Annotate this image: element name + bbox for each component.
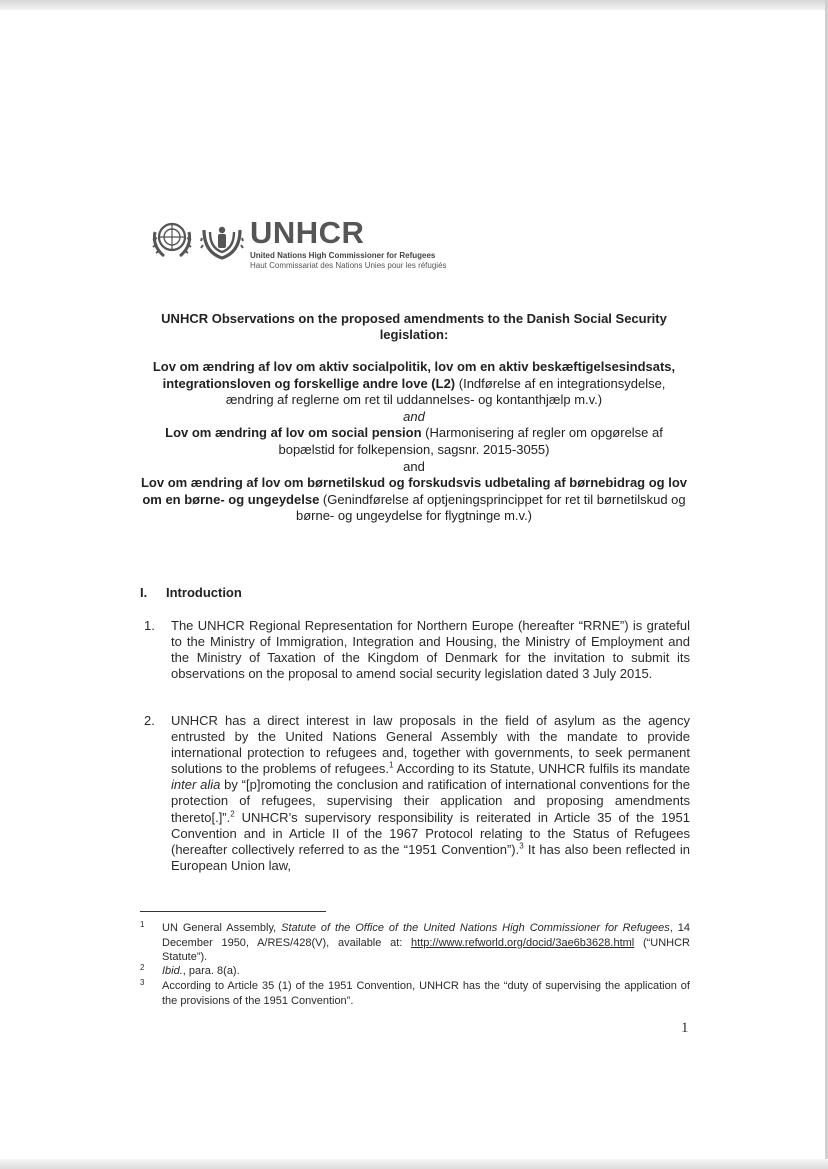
paragraph-2-italic: inter alia <box>171 777 221 793</box>
paragraph-1 <box>144 618 690 682</box>
refworld-link[interactable]: http://www.refworld.org/docid/3ae6b3628.html <box>411 936 635 949</box>
footnote-1-text <box>162 921 690 965</box>
footnote-1-post: , 14 December 1950, A/RES/428(V), available at: <box>162 922 690 949</box>
footnote-2 <box>140 964 690 979</box>
paragraph-2-number: 2. <box>144 713 155 728</box>
footnote-2-mark: 2 <box>140 963 145 972</box>
paragraph-2-part-4: UNHCR’s supervisory responsibility is reiterated in Article 35 of the 1951 Convention and in Article II of the 1967 Protocol relating to the Status of Refugees (hereafter collectively referred to as the “1951 Convention”). <box>171 809 690 857</box>
footnote-2-post: , para. 8(a). <box>182 965 240 977</box>
law-separator-and: and <box>403 458 425 474</box>
section-number: I. <box>140 585 148 600</box>
paragraph-1-number: 1. <box>144 618 155 633</box>
scan-edge-top <box>0 0 828 10</box>
section-heading <box>140 585 242 600</box>
document-title: UNHCR Observations on the proposed amendments to the Danish Social Security legislation: <box>161 311 667 342</box>
law-1 <box>140 359 688 409</box>
footnote-ref-1[interactable]: 1 <box>388 760 394 770</box>
law-3 <box>140 475 688 525</box>
law-2-title: Lov om ændring af lov om social pension <box>165 425 422 441</box>
footnote-1-italic: Statute of the Office of the United Nations High Commissioner for Refugees <box>281 922 670 934</box>
footnote-2-italic: Ibid. <box>162 965 183 977</box>
footnote-1-pre: UN General Assembly, <box>162 922 282 934</box>
unhcr-hands-emblem-icon <box>200 218 244 262</box>
law-1-title: Lov om ændring af lov om aktiv socialpolitik, lov om en aktiv beskæftigelsesindsats, integrationsloven og forskellige andre love (L2) <box>152 359 676 391</box>
footnote-3-text: According to Article 35 (1) of the 1951 Convention, UNHCR has the “duty of supervising the application of the provisions of the 1951 Convention”. <box>162 980 690 1007</box>
paragraph-2 <box>144 713 690 874</box>
scan-edge-bottom <box>0 1159 828 1169</box>
footnote-separator <box>140 911 326 912</box>
unhcr-logo <box>150 215 510 274</box>
footnote-2-text <box>162 964 690 979</box>
footnote-ref-3[interactable]: 3 <box>519 841 524 851</box>
footnote-1-mark: 1 <box>140 920 145 929</box>
law-separator-and-italic <box>140 409 688 426</box>
law-2-description: (Harmonisering af regler om opgørelse af bopælstid for folkepension, sagsnr. 2015-3055) <box>278 425 663 457</box>
paragraph-2-part-5: It has also been reflected in European Union law, <box>171 841 690 873</box>
law-list <box>140 359 688 525</box>
law-2 <box>140 425 688 458</box>
paragraph-2-part-3: by “[p]romoting the conclusion and ratification of international conventions for the protection of refugees, supervising their application and proposing amendments thereto[.]”. <box>171 777 690 825</box>
logo-wordmark: UNHCR <box>250 215 365 250</box>
law-3-description: (Genindførelse af optjeningsprincippet for ret til børnetilskud og børne- og ungeydelse for flygtninge m.v.) <box>295 491 686 524</box>
law-3-title: Lov om ændring af lov om børnetilskud og forskudsvis udbetaling af børnebidrag og lov om en børne- og ungeydelse <box>140 475 688 507</box>
paragraph-2-text <box>171 713 690 874</box>
and-italic-text: and <box>403 408 425 424</box>
paragraph-2-part-1: UNHCR has a direct interest in law proposals in the field of asylum as the agency entrusted by the United Nations General Assembly with the mandate to provide international protection to refugees and, together with governments, to seek permanent solutions to the problems of refugees. <box>171 713 690 777</box>
paragraph-2-part-2: According to its Statute, UNHCR fulfils its mandate <box>393 761 690 777</box>
un-emblem-icon <box>150 218 194 262</box>
section-title: Introduction <box>166 585 242 600</box>
logo-french-name: Haut Commissariat des Nations Unies pour les réfugiés <box>250 261 447 270</box>
law-1-description: (Indførelse af en integrationsydelse, ændring af reglerne om ret til uddannelses- og kontanthjælp m.v.) <box>225 375 666 408</box>
footnote-3-mark: 3 <box>140 978 145 987</box>
page-number: 1 <box>681 1020 689 1036</box>
footnote-3 <box>140 979 690 1008</box>
logo-english-name: United Nations High Commissioner for Refugees <box>250 251 436 260</box>
footnote-1 <box>140 921 690 965</box>
paragraph-1-text: The UNHCR Regional Representation for Northern Europe (hereafter “RRNE”) is grateful to the Ministry of Immigration, Integration and Housing, the Ministry of Employment and the Ministry of Taxation of the Kingdom of Denmark for the invitation to submit its observations on the proposal to amend social security legislation dated 3 July 2015. <box>171 618 690 682</box>
footnote-1-tail: (“UNHCR Statute”). <box>162 936 690 963</box>
footnote-ref-2[interactable]: 2 <box>230 809 235 819</box>
